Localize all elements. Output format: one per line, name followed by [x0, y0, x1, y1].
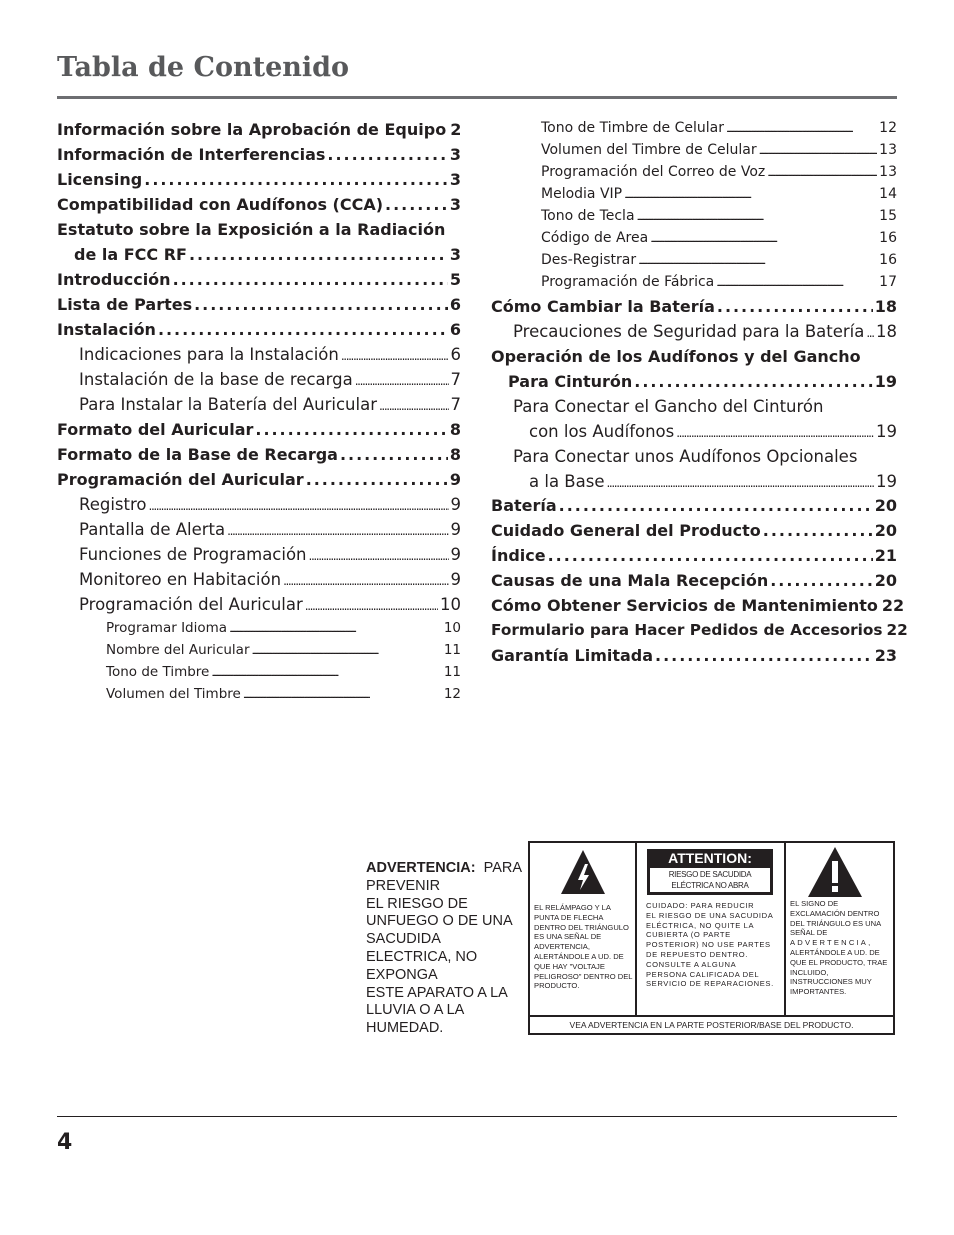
toc-entry-title: Funciones de Programación — [79, 545, 307, 564]
toc-entry-page: 9 — [450, 545, 461, 564]
toc-entry-page: 17 — [879, 274, 897, 290]
toc-entry-title[interactable]: Para Conectar el Gancho del Cinturón — [513, 397, 824, 416]
toc-entry-title-cont: de la FCC RF — [74, 245, 187, 264]
dot-leader — [385, 195, 448, 214]
toc-entry-page: 2 — [450, 120, 462, 139]
toc-entry[interactable] — [57, 145, 461, 164]
caption-line: QUE EL PRODUCTO, TRAE — [790, 957, 888, 967]
dot-leader — [305, 595, 438, 614]
caption-line: CONSULTE A ALGUNA — [646, 959, 737, 969]
warning-text — [366, 860, 526, 1038]
toc-entry[interactable] — [57, 545, 461, 564]
toc-entry-title: Volumen del Timbre — [106, 686, 241, 702]
dot-leader — [726, 120, 877, 136]
toc-entry-title: Cómo Obtener Servicios de Mantenimiento — [491, 596, 878, 615]
title-divider — [57, 96, 897, 99]
toc-entry[interactable] — [57, 664, 461, 680]
warning-symbols-box — [528, 841, 895, 1035]
caption-line: CUIDADO: PARA REDUCIR — [646, 901, 755, 910]
dot-leader — [759, 142, 878, 158]
footer-divider — [57, 1116, 897, 1117]
toc-entry-title: Licensing — [57, 170, 143, 189]
toc-entry[interactable] — [491, 252, 897, 268]
toc-entry-title: Compatibilidad con Audífonos (CCA) — [57, 195, 384, 214]
caption-line: DEL TRIÁNGULO ES UNA — [790, 918, 882, 928]
dot-leader — [717, 297, 873, 316]
toc-entry[interactable] — [57, 420, 461, 439]
toc-entry-page: 12 — [879, 120, 897, 136]
caption-line: PELIGROSO" DENTRO DEL — [534, 971, 633, 981]
toc-entry-page: 10 — [440, 595, 461, 614]
toc-entry-title: Información de Interferencias — [57, 145, 326, 164]
dot-leader — [189, 245, 448, 264]
toc-entry-page: 9 — [450, 495, 461, 514]
caption-line: INCLUIDO, — [790, 967, 829, 977]
toc-entry-title: Formato del Auricular — [57, 420, 254, 439]
warning-line: HUMEDAD. — [366, 1020, 444, 1037]
toc-entry[interactable] — [491, 120, 897, 136]
toc-entry-title: Melodia VIP — [541, 186, 623, 202]
toc-entry-title: Precauciones de Seguridad para la Batería — [513, 322, 865, 341]
caption-line: PERSONA CALIFICADA DEL — [646, 969, 760, 979]
toc-entry-page: 16 — [879, 230, 897, 246]
toc-entry-title: Programación del Correo de Voz — [541, 164, 766, 180]
caption-line: EL RELÁMPAGO Y LA — [534, 903, 611, 912]
toc-entry-title: Índice — [491, 546, 546, 565]
toc-entry-title: Instalación de la base de recarga — [79, 370, 353, 389]
toc-entry[interactable] — [491, 646, 897, 665]
dot-leader — [716, 274, 877, 290]
toc-entry-page: 9 — [450, 570, 461, 589]
attention-label — [647, 849, 773, 895]
toc-entry-title[interactable]: Estatuto sobre la Exposición a la Radiación — [57, 220, 446, 239]
toc-entry-title: Causas de una Mala Recepción — [491, 571, 769, 590]
toc-entry-title: Tono de Timbre — [106, 664, 210, 680]
dot-leader — [866, 322, 874, 341]
dot-leader — [255, 420, 447, 439]
toc-entry[interactable] — [491, 521, 897, 540]
exclamation-triangle-icon — [807, 846, 863, 898]
toc-entry[interactable] — [57, 370, 461, 389]
exclamation-cell — [786, 843, 893, 1015]
caution-caption — [646, 901, 786, 989]
dot-leader — [227, 520, 448, 539]
toc-entry-title: Formato de la Base de Recarga — [57, 445, 338, 464]
toc-entry-page: 6 — [450, 345, 461, 364]
caption-line: POSTERIOR) NO USE PARTES — [646, 940, 771, 950]
toc-entry-title: Volumen del Timbre de Celular — [541, 142, 757, 158]
toc-entry-title: Cuidado General del Producto — [491, 521, 761, 540]
toc-entry[interactable] — [57, 395, 461, 414]
toc-entry-page: 12 — [443, 686, 461, 702]
toc-entry[interactable] — [491, 142, 897, 158]
dot-leader — [229, 620, 442, 636]
dot-leader — [763, 521, 873, 540]
dot-leader — [306, 470, 448, 489]
toc-entry[interactable] — [57, 245, 461, 264]
toc-entry-page: 16 — [879, 252, 897, 268]
toc-entry-title: Nombre del Auricular — [106, 642, 250, 658]
toc-entry-page: 22 — [881, 596, 905, 615]
warning-line: EXPONGA — [366, 966, 438, 983]
toc-entry-title-cont: a la Base — [529, 472, 605, 491]
dot-leader — [327, 145, 447, 164]
caption-line: ES UNA SEÑAL DE — [534, 932, 602, 942]
warning-line: PARA — [483, 860, 523, 876]
caption-line: PRODUCTO. — [534, 981, 580, 991]
dot-leader — [340, 445, 448, 464]
dot-leader — [624, 186, 877, 202]
toc-entry[interactable] — [491, 596, 905, 615]
warning-box-footer: VEA ADVERTENCIA EN LA PARTE POSTERIOR/BASE DEL PRODUCTO. — [530, 1015, 893, 1033]
toc-entry-page: 7 — [450, 370, 461, 389]
caption-line: EL RIESGO DE UNA SACUDIDA — [646, 910, 774, 920]
warning-line: SACUDIDA — [366, 931, 441, 948]
toc-entry[interactable] — [57, 495, 461, 514]
toc-entry-title: Programación del Auricular — [57, 470, 304, 489]
toc-entry-title: Programación del Auricular — [79, 595, 303, 614]
toc-entry-title: Pantalla de Alerta — [79, 520, 226, 539]
dot-leader — [676, 422, 874, 441]
toc-entry-page: 21 — [874, 546, 897, 565]
toc-entry-page: 19 — [874, 372, 897, 391]
toc-entry-page: 13 — [879, 164, 897, 180]
toc-entry[interactable] — [491, 322, 897, 341]
toc-entry-title: Información sobre la Aprobación de Equipo — [57, 120, 447, 139]
toc-entry-page: 18 — [874, 297, 897, 316]
toc-entry[interactable] — [57, 270, 461, 289]
toc-entry-title-cont: con los Audífonos — [529, 422, 675, 441]
warning-line: ELECTRICA, NO — [366, 948, 478, 965]
dot-leader — [770, 571, 872, 590]
dot-leader — [194, 295, 448, 314]
toc-entry[interactable] — [57, 595, 461, 614]
toc-entry-page: 19 — [876, 472, 897, 491]
toc-entry[interactable] — [57, 345, 461, 364]
dot-leader — [243, 686, 442, 702]
caption-line: DENTRO DEL TRIÁNGULO — [534, 922, 629, 932]
toc-entry-page: 20 — [874, 496, 897, 515]
toc-entry-page: 20 — [874, 571, 897, 590]
toc-entry-page: 3 — [449, 170, 461, 189]
caption-line: ALERTÁNDOLE A UD. DE — [790, 947, 880, 957]
toc-entry-title: Para Instalar la Batería del Auricular — [79, 395, 377, 414]
toc-entry-title: Programación de Fábrica — [541, 274, 715, 290]
toc-entry-page: 6 — [449, 295, 461, 314]
toc-entry-page: 8 — [449, 445, 461, 464]
dot-leader — [559, 496, 873, 515]
toc-entry-title: Tono de Tecla — [541, 208, 635, 224]
toc-entry-title: Lista de Partes — [57, 295, 193, 314]
dot-leader — [355, 370, 449, 389]
caption-line: SERVICIO DE REPARACIONES. — [646, 979, 774, 989]
attention-title: ATTENTION: — [668, 850, 752, 866]
caption-line: ADVERTENCIA, — [790, 938, 873, 948]
caption-line: DE REPUESTO DENTRO. — [646, 949, 748, 959]
toc-entry-page: 10 — [443, 620, 461, 636]
toc-entry[interactable] — [57, 686, 461, 702]
toc-entry[interactable] — [491, 621, 908, 639]
toc-entry-title: Cómo Cambiar la Batería — [491, 297, 715, 316]
toc-entry[interactable] — [491, 422, 897, 441]
toc-entry[interactable] — [491, 274, 897, 290]
toc-entry[interactable] — [491, 472, 897, 491]
toc-entry-page: 20 — [874, 521, 897, 540]
toc-entry[interactable] — [57, 642, 461, 658]
caption-line: ELÉCTRICA, NO QUITE LA — [646, 920, 755, 930]
toc-entry[interactable] — [491, 571, 897, 590]
caption-line: IMPORTANTES. — [790, 987, 847, 997]
caption-line: EL SIGNO DE — [790, 899, 839, 908]
toc-entry[interactable] — [491, 186, 897, 202]
toc-entry-page: 15 — [879, 208, 897, 224]
toc-entry-page: 18 — [876, 322, 897, 341]
warning-line: PREVENIR — [366, 877, 441, 894]
toc-entry-title: Introducción — [57, 270, 171, 289]
toc-entry-page: 11 — [443, 664, 461, 680]
toc-entry-title: Tono de Timbre de Celular — [541, 120, 724, 136]
toc-entry-title: Programar Idioma — [106, 620, 228, 636]
caption-line: INSTRUCCIONES MUY — [790, 977, 872, 987]
toc-entry[interactable] — [57, 295, 461, 314]
toc-entry[interactable] — [57, 520, 461, 539]
toc-entry-title: Des-Registrar — [541, 252, 637, 268]
toc-entry-page: 6 — [449, 320, 461, 339]
warning-line: UNFUEGO O DE UNA — [366, 913, 513, 930]
toc-entry-title: Monitoreo en Habitación — [79, 570, 282, 589]
attention-cell — [637, 843, 786, 1015]
exclamation-caption — [790, 899, 894, 997]
dot-leader — [637, 208, 878, 224]
toc-entry-title: Garantía Limitada — [491, 646, 654, 665]
toc-entry[interactable] — [491, 372, 897, 391]
toc-entry-page: 3 — [449, 195, 461, 214]
toc-entry-page: 9 — [450, 520, 461, 539]
attention-subtitle — [650, 868, 770, 892]
toc-entry-title-cont: Para Cinturón — [508, 372, 633, 391]
toc-entry-page: 7 — [450, 395, 461, 414]
lightning-cell — [530, 843, 637, 1015]
toc-entry-title: Registro — [79, 495, 147, 514]
caption-line: ADVERTENCIA, — [534, 942, 590, 952]
caption-line: EXCLAMACIÓN DENTRO — [790, 908, 880, 918]
toc-entry-page: 23 — [874, 646, 897, 665]
toc-entry[interactable] — [57, 620, 461, 636]
toc-entry-title[interactable]: Operación de los Audífonos y del Gancho — [491, 347, 861, 366]
attention-sub-line: ELÉCTRICA NO ABRA — [671, 881, 749, 890]
dot-leader — [252, 642, 442, 658]
dot-leader — [173, 270, 448, 289]
caption-line: QUE HAY "VOLTAJE — [534, 961, 605, 971]
dot-leader — [341, 345, 449, 364]
toc-entry-title: Formulario para Hacer Pedidos de Accesorios — [491, 621, 883, 639]
toc-entry[interactable] — [57, 195, 461, 214]
toc-entry-page: 11 — [443, 642, 461, 658]
toc-entry-page: 19 — [876, 422, 897, 441]
toc-entry-page: 9 — [449, 470, 461, 489]
dot-leader — [379, 395, 449, 414]
dot-leader — [767, 164, 877, 180]
toc-entry-title: Batería — [491, 496, 557, 515]
toc-entry[interactable] — [491, 208, 897, 224]
toc-entry[interactable] — [57, 320, 461, 339]
warning-lead: ADVERTENCIA: — [366, 860, 476, 876]
dot-leader — [650, 230, 877, 246]
dot-leader — [149, 495, 449, 514]
lightning-caption — [534, 903, 636, 991]
toc-entry[interactable] — [57, 470, 461, 489]
warning-line: EL RIESGO DE — [366, 895, 468, 912]
dot-leader — [309, 545, 449, 564]
toc-entry-page: 3 — [449, 145, 461, 164]
toc-entry-title: Código de Area — [541, 230, 649, 246]
dot-leader — [158, 320, 448, 339]
toc-entry-page: 5 — [449, 270, 461, 289]
toc-entry-title: Indicaciones para la Instalación — [79, 345, 339, 364]
caption-line: PUNTA DE FLECHA — [534, 912, 604, 922]
toc-entry-page: 14 — [879, 186, 897, 202]
toc-entry[interactable] — [491, 230, 897, 246]
warning-line: ESTE APARATO A LA — [366, 984, 508, 1001]
caption-line: ALERTÁNDOLE A UD. DE — [534, 951, 624, 961]
toc-entry-page: 13 — [879, 142, 897, 158]
toc-entry-page: 3 — [449, 245, 461, 264]
dot-leader — [634, 372, 872, 391]
dot-leader — [144, 170, 448, 189]
toc-entry[interactable] — [491, 297, 897, 316]
attention-sub-line: RIESGO DE SACUDIDA — [668, 870, 752, 879]
toc-entry[interactable] — [57, 170, 461, 189]
toc-entry-title: Instalación — [57, 320, 156, 339]
toc-entry[interactable] — [57, 120, 461, 139]
lightning-triangle-icon — [559, 848, 607, 896]
warning-line: LLUVIA O A LA — [366, 1002, 465, 1019]
dot-leader — [638, 252, 877, 268]
dot-leader — [606, 472, 874, 491]
dot-leader — [548, 546, 873, 565]
toc-entry[interactable] — [491, 496, 897, 515]
caption-line: CUBIERTA (O PARTE — [646, 930, 731, 940]
toc-entry-page: 8 — [449, 420, 461, 439]
toc-entry-page: 22 — [886, 621, 908, 639]
dot-leader — [211, 664, 441, 680]
dot-leader — [283, 570, 448, 589]
toc-entry-title[interactable]: Para Conectar unos Audífonos Opcionales — [513, 447, 858, 466]
page-number: 4 — [57, 1130, 73, 1155]
caption-line: SEÑAL DE — [790, 928, 828, 938]
page-title: Tabla de Contenido — [57, 52, 350, 83]
toc-entry[interactable] — [57, 570, 461, 589]
dot-leader — [655, 646, 873, 665]
toc-entry[interactable] — [57, 445, 461, 464]
toc-entry[interactable] — [491, 546, 897, 565]
toc-entry[interactable] — [491, 164, 897, 180]
